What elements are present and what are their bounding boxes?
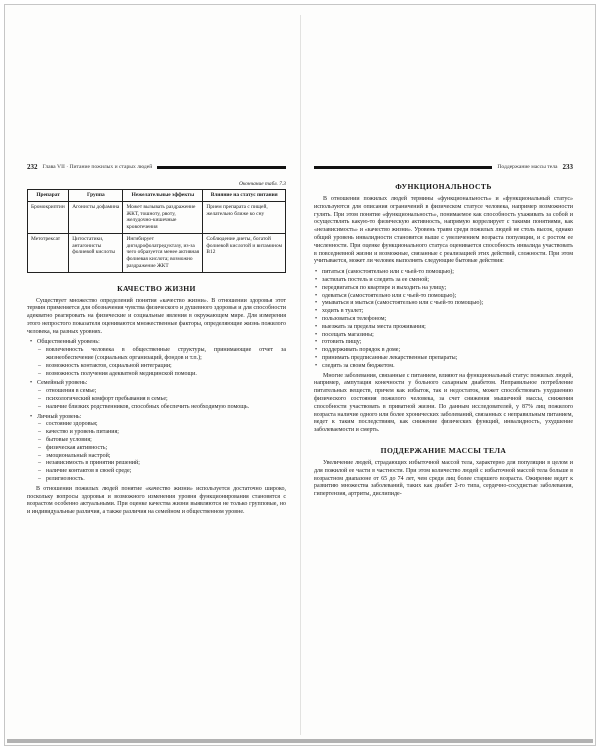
quality-level-family — [29, 380, 286, 411]
list-item: • пользоваться телефоном; — [314, 316, 573, 324]
quality-outro-paragraph: В отношении пожилых людей понятие «качество жизни» используется достаточно широко, поскольку вопросы здоровья и возможного изменения уровня функционирования становятся с возрастом особенно актуальными. При оценке качества жизни выявляются не только групповые, но и индивидуальные различия, а также различия на семейном и общественном уровне. — [27, 485, 286, 516]
list-item: – наличие близких родственников, способных обеспечить необходимую помощь. — [38, 404, 286, 412]
running-head-left — [27, 163, 286, 171]
list-item: • одеваться (самостоятельно или с чьей-то помощью); — [314, 293, 573, 301]
level-label: • Личный уровень: — [29, 414, 286, 422]
cell-group: Цитостатики, антагонисты фолиевой кислоты — [69, 233, 123, 272]
scan-bottom-shadow — [7, 739, 593, 743]
header-rule-right — [314, 166, 492, 169]
list-item: • питаться (самостоятельно или с чьей-то помощью); — [314, 269, 573, 277]
list-item: – качество и уровень питания; — [38, 429, 286, 437]
list-item: – отношения в семье; — [38, 388, 286, 396]
list-item: – независимость в принятии решений; — [38, 460, 286, 468]
page-left — [5, 163, 300, 625]
table-row — [28, 201, 286, 233]
table-continuation-note: Окончание табл. 7.3 — [239, 181, 286, 187]
list-item: • принимать предписанные лекарственные препараты; — [314, 355, 573, 363]
col-header-group: Группа — [69, 190, 123, 202]
table-header-row — [28, 190, 286, 202]
daily-activities-list — [314, 269, 573, 370]
section-heading-quality-of-life: КАЧЕСТВО ЖИЗНИ — [117, 283, 196, 293]
list-item: • готовить пищу; — [314, 339, 573, 347]
drug-table-body — [28, 201, 286, 272]
page-number-left: 232 — [27, 163, 38, 171]
list-item: • посещать магазины; — [314, 332, 573, 340]
cell-effects: Может вызывать раздражение ЖКТ, тошноту, рвоту, желудочно-кишечные кровотечения — [123, 201, 203, 233]
quality-level-personal — [29, 414, 286, 484]
cell-nutrition: Соблюдение диеты, богатой фолиевой кислотой и витамином B12 — [203, 233, 286, 272]
list-item: – возможность контактов, социальной интеграции; — [38, 363, 286, 371]
list-item: • выезжать за пределы места проживания; — [314, 324, 573, 332]
drug-table — [27, 189, 286, 273]
list-item: • застилать постель и следить за ее сменой; — [314, 277, 573, 285]
weight-maintenance-paragraph: Увеличение людей, страдающих избыточной массой тела, характерно для популяции в целом и для пожилой ее части в частности. При этом количество людей с избыточной массой тела больше в возрастном диапазоне от 65 до 74 лет, чем среди лиц более старшего возраста. Ожирение ведет к развитию множества заболеваний, таких как диабет 2-го типа, сердечно-сосудистые заболевания, гипертензия, артриты, дислипиде- — [314, 459, 573, 498]
header-rule-left — [157, 166, 286, 169]
functionality-outro-paragraph: Многие заболевания, связанные с питанием, влияют на функциональный статус пожилых людей, например, ампутация конечности у больного сахарным диабетом. Неправильное потребление питательных веществ, причем как избыток, так и недостаток, может способствовать ухудшению физического состояния пожилого человека, за счет снижения мышечной массы, снижения способности участвовать в приватной жизни. По данным исследователей, у 87% лиц пожилого возраста наличие одного или более хронических заболеваний, связанных с неправильным питанием, ведет к таким последствиям, как снижение физических функций, инвалидность, ухудшение заболеваемости и смерть. — [314, 372, 573, 434]
running-title-left: Глава VII · Питание пожилых и старых людей — [42, 164, 153, 170]
level-items-list — [38, 388, 286, 411]
col-header-drug: Препарат — [28, 190, 69, 202]
list-item: – религиозность. — [38, 476, 286, 484]
table-row — [28, 233, 286, 272]
functionality-intro-paragraph: В отношении пожилых людей термины «функциональность» и «функциональный статус» используются для описания ограничений в физическом статусе человека, например возможности гулять. При этом понятие «функциональность», понимаемое как способность ухаживать за собой и осуществлять какую-то физическую активность, напрямую коррелирует с такими понятиями, как «независимость» и «качество жизни». Уровень травм среди пожилых людей не столь высок, однако общий уровень инвалидности становится выше с увеличением возраста популяции, и с ростом ее численности. При оценке функционального статуса оценивается способность инвалида участвовать в повседневной жизни и возможные, связанные с реализацией этих действий, сложности. При этом учитывается, может ли человек выполнять следующие бытовые действия: — [314, 196, 573, 265]
col-header-nutrition: Влияние на статус питания — [203, 190, 286, 202]
two-page-spread — [5, 5, 595, 745]
list-item: • ходить в туалет; — [314, 308, 573, 316]
list-item: – возможность получения адекватной медицинской помощи. — [38, 371, 286, 379]
cell-effects: Ингибирует дигидрофолатредуктазу, из-за чего образуется менее активная фолиевая кислота; возможно раздражение ЖКТ — [123, 233, 203, 272]
cell-nutrition: Прием препарата с пищей, желательно ближе ко сну — [203, 201, 286, 233]
section-heading-functionality: ФУНКЦИОНАЛЬНОСТЬ — [395, 182, 492, 191]
list-item: – вовлеченность человека в общественные структуры, принимающие отчет за жизнеобеспечение (социальных организаций, фондов и т.п.); — [38, 347, 286, 363]
list-item: – состояние здоровья; — [38, 421, 286, 429]
list-item: – эмоциональный настрой; — [38, 453, 286, 461]
list-item: • следить за своим бюджетом. — [314, 363, 573, 371]
list-item: • умываться и мыться (самостоятельно или с чьей-то помощью); — [314, 300, 573, 308]
level-label: • Семейный уровень: — [29, 380, 286, 388]
list-item: • поддерживать порядок в доме; — [314, 347, 573, 355]
col-header-effects: Нежелательные эффекты — [123, 190, 203, 202]
level-label: • Общественный уровень: — [29, 339, 286, 347]
page-number-right: 233 — [562, 163, 573, 171]
list-item: – физическая активность; — [38, 445, 286, 453]
list-item: – бытовые условия; — [38, 437, 286, 445]
list-item: • передвигаться по квартире и выходить на улицу; — [314, 285, 573, 293]
drug-table-head — [28, 190, 286, 202]
level-items-list — [38, 347, 286, 378]
book-spread — [4, 4, 596, 746]
list-item: – психологический комфорт пребывания в семье; — [38, 396, 286, 404]
cell-drug: Бромокриптин — [28, 201, 69, 233]
level-items-list — [38, 421, 286, 483]
running-head-right — [314, 163, 573, 171]
quality-level-social — [29, 339, 286, 378]
cell-group: Агонисты дофамина — [69, 201, 123, 233]
cell-drug: Метотрексат — [28, 233, 69, 272]
list-item: – наличие контактов в своей среде; — [38, 468, 286, 476]
quality-intro-paragraph: Существует множество определений понятия «качество жизни». В отношении здоровья этот термин применяется для обозначения чувства физического и душевного здоровья и для способности адекватно реагировать на физические и социальные явления в окружающем мире. Для измерения этого непростого показателя оцениваются множественные факторы, определяющие жизнь пожилого человека, на разных уровнях. — [27, 297, 286, 335]
section-heading-weight-maintenance: ПОДДЕРЖАНИЕ МАССЫ ТЕЛА — [380, 445, 507, 455]
running-title-right: Поддержание массы тела — [497, 164, 558, 170]
page-right — [300, 163, 595, 625]
